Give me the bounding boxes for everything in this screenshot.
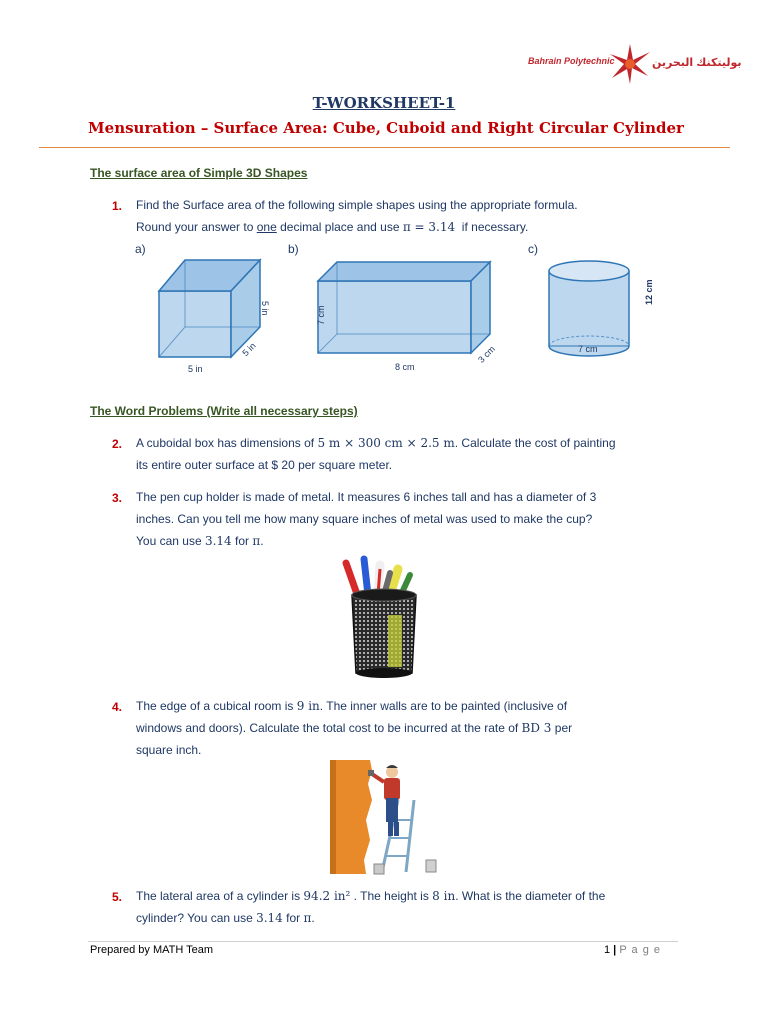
cuboid-depth-label: 3 cm xyxy=(476,343,497,365)
q3-line3-part-a: You can use xyxy=(136,534,205,548)
cylinder-diameter-label: 7 cm xyxy=(578,344,598,354)
q2-part-a: A cuboidal box has dimensions of xyxy=(136,436,318,450)
question-3-line-1: The pen cup holder is made of metal. It measures 6 inches tall and has a diameter of 3 xyxy=(136,490,597,504)
page-number: 1 xyxy=(604,944,611,956)
logo-text-arabic: بوليتكنك البحرين xyxy=(652,57,742,69)
painter-image xyxy=(326,760,442,876)
logo-star-icon xyxy=(608,42,652,86)
q5-line1-part-b: . The height is xyxy=(350,889,433,903)
cuboid-length-label: 8 cm xyxy=(395,362,415,372)
question-2-text xyxy=(136,432,696,476)
q3-pi-approx: 3.14 xyxy=(204,534,232,548)
cuboid-figure xyxy=(305,255,505,380)
q2-part-b: . Calculate the cost of painting xyxy=(454,436,616,450)
q3-line3-part-c: . xyxy=(260,534,264,548)
q3-pi-symbol: π xyxy=(252,534,261,548)
q5-lateral-area: 94.2 in² xyxy=(303,889,351,903)
cube-height-label: 5 in xyxy=(260,301,270,316)
q5-line2-part-a: cylinder? You can use xyxy=(136,911,257,925)
section-heading-word-problems: The Word Problems (Write all necessary steps) xyxy=(90,404,358,418)
question-3-number: 3. xyxy=(112,491,123,505)
shape-b-label: b) xyxy=(288,242,299,256)
q4-edge-length: 9 in xyxy=(296,699,320,713)
q4-line1-part-a: The edge of a cubical room is xyxy=(136,699,297,713)
question-1-line-2 xyxy=(136,216,696,238)
question-2-number: 2. xyxy=(112,437,123,451)
question-1-number: 1. xyxy=(112,199,123,213)
q2-dimensions: 5 m × 300 cm × 2.5 m xyxy=(317,436,455,450)
question-2-line-2: its entire outer surface at $ 20 per square meter. xyxy=(136,458,393,472)
q5-line1-part-a: The lateral area of a cylinder is xyxy=(136,889,304,903)
question-5-line-1 xyxy=(136,885,696,907)
q3-line3-part-b: for xyxy=(231,534,253,548)
question-4-text xyxy=(136,695,696,761)
q4-rate: BD 3 xyxy=(521,721,552,735)
cuboid-height-label: 7 cm xyxy=(316,305,326,325)
q1-line2-part-b: decimal place and use xyxy=(276,220,403,234)
question-5-text xyxy=(136,885,696,929)
question-5-number: 5. xyxy=(112,890,123,904)
q5-pi-approx: 3.14 xyxy=(256,911,283,925)
question-4-line-2 xyxy=(136,717,696,739)
question-4-line-3: square inch. xyxy=(136,743,202,757)
section-heading-simple-shapes: The surface area of Simple 3D Shapes xyxy=(90,166,308,180)
question-3-line-2: inches. Can you tell me how many square inches of metal was used to make the cup? xyxy=(136,512,593,526)
q5-pi-symbol: π xyxy=(303,911,312,925)
footer-credit: Prepared by MATH Team xyxy=(90,944,214,956)
question-3-text xyxy=(136,486,696,552)
question-1-text xyxy=(136,194,696,238)
cylinder-height-label: 12 cm xyxy=(644,279,654,305)
header-divider xyxy=(39,147,730,148)
cube-depth-label: 5 in xyxy=(240,340,258,359)
q1-line2-part-a: Round your answer to xyxy=(136,220,257,234)
question-2-line-1 xyxy=(136,432,696,454)
cylinder-figure xyxy=(540,255,655,365)
q4-line2-part-b: per xyxy=(551,721,573,735)
question-4-number: 4. xyxy=(112,700,123,714)
q5-line2-part-c: . xyxy=(311,911,315,925)
question-1-line-1: Find the Surface area of the following simple shapes using the appropriate formula. xyxy=(136,198,578,212)
question-4-line-1 xyxy=(136,695,696,717)
page-separator: | xyxy=(610,944,620,956)
shape-a-label: a) xyxy=(135,242,146,256)
footer-divider xyxy=(88,941,678,942)
question-3-line-3 xyxy=(136,530,696,552)
worksheet-title: T-WORKSHEET-1 xyxy=(312,94,456,112)
pen-cup-holder-image xyxy=(338,555,428,683)
logo-text-english: Bahrain Polytechnic xyxy=(528,56,615,66)
page-word: P a g e xyxy=(619,944,661,956)
q5-line1-part-c: . What is the diameter of the xyxy=(455,889,606,903)
q1-pi-value: π = 3.14 xyxy=(402,220,456,234)
q1-line2-part-c: if necessary. xyxy=(455,220,529,234)
q1-line2-underlined: one xyxy=(256,220,277,234)
q5-height: 8 in xyxy=(432,889,456,903)
q4-line1-part-b: . The inner walls are to be painted (inclusive of xyxy=(319,699,568,713)
footer-page-number xyxy=(604,944,661,956)
cube-side-label: 5 in xyxy=(188,364,203,374)
q5-line2-part-b: for xyxy=(282,911,304,925)
shape-c-label: c) xyxy=(528,242,538,256)
cube-figure xyxy=(150,255,280,380)
question-5-line-2 xyxy=(136,907,696,929)
worksheet-subtitle: Mensuration – Surface Area: Cube, Cuboid and Right Circular Cylinder xyxy=(88,119,684,137)
q4-line2-part-a: windows and doors). Calculate the total cost to be incurred at the rate of xyxy=(136,721,522,735)
